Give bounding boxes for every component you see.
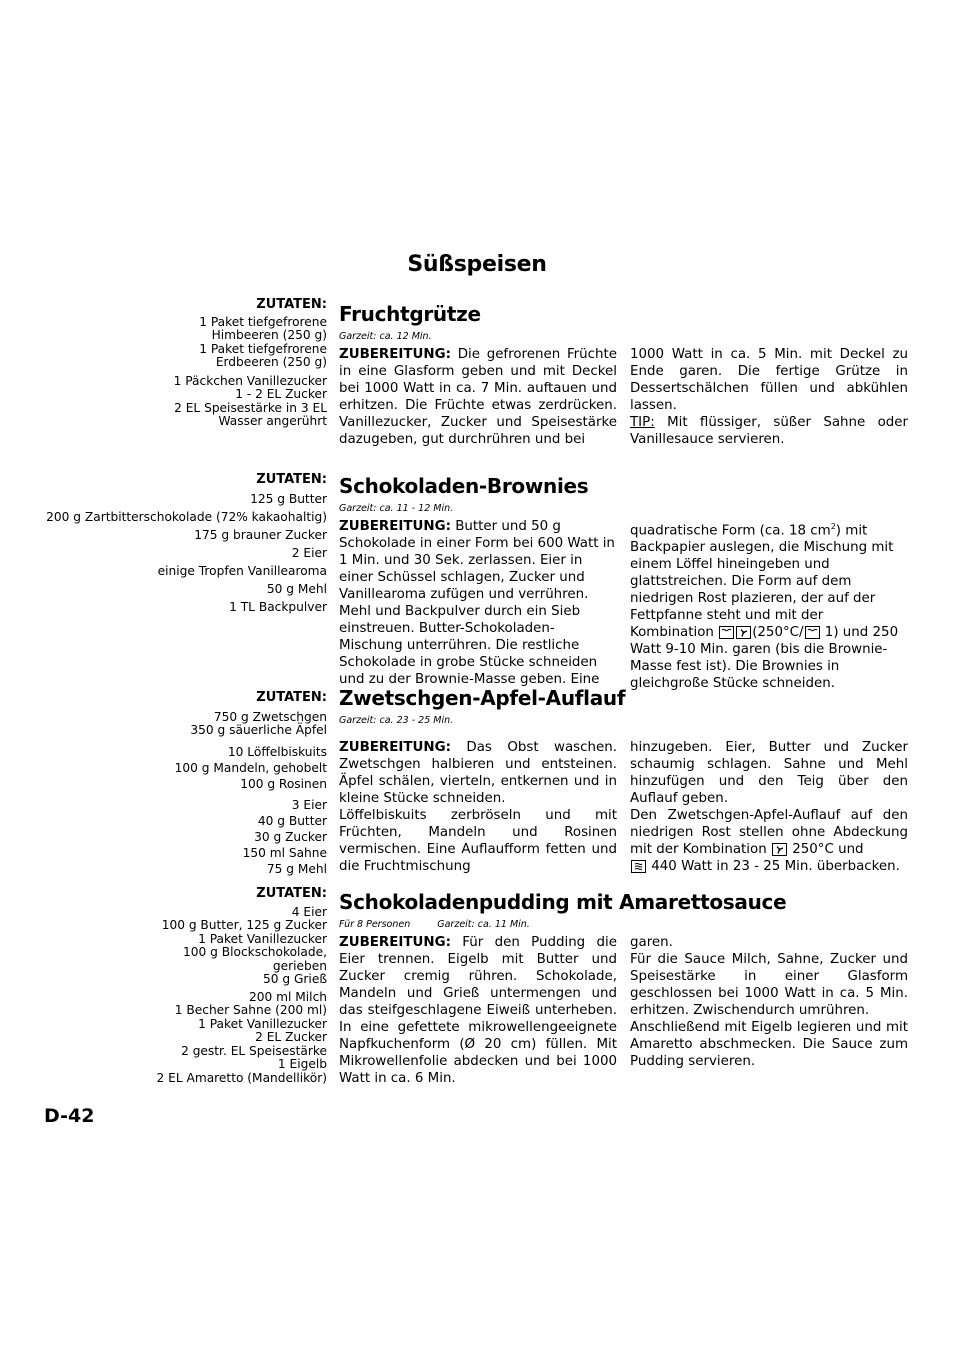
preparation-text: Anschließend mit Eigelb legieren und mit Amaretto abschmecken. Die Sauce zum Pudding servieren. bbox=[630, 1020, 908, 1069]
ingredient-item: 2 EL Speisestärke in 3 EL bbox=[174, 400, 327, 415]
recipe-text-right bbox=[630, 518, 908, 692]
ingredient-item: 100 g Blockschokolade, bbox=[183, 945, 327, 959]
preparation-label: ZUBEREITUNG: bbox=[339, 740, 451, 755]
ingredient-item: Erdbeeren (250 g) bbox=[215, 355, 327, 369]
ingredient-item: 200 ml Milch bbox=[249, 989, 327, 1004]
ingredient-item: 1 Paket Vanillezucker bbox=[198, 931, 327, 946]
preparation-text: 1000 Watt in ca. 5 Min. mit Deckel zu Ende garen. Die fertige Grütze in Dessertschälchen füllen und abkühlen lassen. bbox=[630, 347, 908, 413]
ingredient-item: 125 g Butter bbox=[250, 492, 327, 506]
grill-icon bbox=[805, 626, 820, 639]
ingredients-label: ZUTATEN: bbox=[256, 297, 327, 312]
recipe-cooking-time: Garzeit: ca. 12 Min. bbox=[339, 331, 432, 342]
ingredients-label: ZUTATEN: bbox=[256, 690, 327, 705]
ingredients-fruchtgruetze bbox=[40, 298, 327, 429]
ingredient-item: 2 Eier bbox=[291, 546, 327, 560]
recipe-title-fruchtgruetze: Fruchtgrütze bbox=[339, 302, 481, 326]
ingredient-item: Himbeeren (250 g) bbox=[211, 328, 327, 342]
ingredient-item: 1 Eigelb bbox=[277, 1057, 327, 1071]
recipe-text-left bbox=[339, 934, 617, 1087]
preparation-label: ZUBEREITUNG: bbox=[339, 347, 451, 362]
preparation-text: Butter und 50 g Schokolade in einer Form bei 600 Watt in 1 Min. und 30 Sek. zerlassen. Eier in einer Schüssel schlagen, Zucker und Vanillearoma zufügen und verrühren. Mehl und Backpulver durch ein Sieb einstreuen. Butter-Schokoladen-Mischung unterrühren. Die restliche Schokolade in grobe Stücke schneiden und zu der Brownie-Masse geben. Eine bbox=[339, 519, 615, 687]
ingredient-item: 3 Eier bbox=[291, 797, 327, 812]
preparation-text: 1) und 250 Watt 9-10 Min. garen (bis die Brownie-Masse fest ist). Die Brownies in gleichgroße Stücke schneiden. bbox=[630, 625, 899, 692]
page-number: D-42 bbox=[44, 1105, 95, 1127]
recipe-text-right bbox=[630, 346, 908, 448]
preparation-text: Löffelbiskuits zerbröseln und mit Früchten, Mandeln und Rosinen vermischen. Eine Auflaufform fetten und die Fruchtmischung bbox=[339, 808, 617, 874]
ingredient-item: 200 g Zartbitterschokolade (72% kakaohaltig) bbox=[46, 510, 327, 524]
ingredient-item: 175 g brauner Zucker bbox=[194, 528, 327, 542]
tip-text: Mit flüssiger, süßer Sahne oder Vanillesauce servieren. bbox=[630, 415, 909, 447]
recipe-cooking-time: Garzeit: ca. 11 Min. bbox=[437, 919, 530, 930]
ingredient-item: 1 Paket tiefgefrorene bbox=[199, 314, 327, 329]
ingredient-item: 10 Löffelbiskuits bbox=[227, 744, 327, 759]
preparation-text: Für den Pudding die Eier trennen. Eigelb mit Butter und Zucker cremig rühren. Schokolade, Mandeln und Grieß untermengen und das steifgeschlagene Eiweiß unterheben. In eine gefettete mikrowellengeeignete Napfkuchenform (Ø 20 cm) füllen. Mit Mikrowellenfolie abdecken und bei 1000 Watt in ca. 6 Min. bbox=[339, 935, 617, 1086]
grill-icon bbox=[719, 626, 734, 639]
recipe-text-left bbox=[339, 739, 617, 875]
ingredient-item: gerieben bbox=[272, 958, 327, 973]
ingredients-label: ZUTATEN: bbox=[256, 886, 327, 901]
recipe-title-pudding: Schokoladenpudding mit Amarettosauce bbox=[339, 890, 787, 914]
preparation-text: Die gefrorenen Früchte in eine Glasform geben und mit Deckel bei 1000 Watt in ca. 7 Min. auftauen und erhitzen. Die Früchte etwas zerdrücken. Vanillezucker, Zucker und Speisestärke dazugeben, gut durchrühren und bei bbox=[339, 347, 618, 447]
ingredient-item: 100 g Butter, 125 g Zucker bbox=[161, 918, 327, 932]
page-title: Süßspeisen bbox=[407, 252, 547, 277]
preparation-text: ) mit Backpapier auslegen, die Mischung mit einem Löffel hineingeben und glattstreichen. Die Form auf dem niedrigen Rost plazieren, der auf der Fettpfanne steht und mit der Kombination bbox=[630, 523, 894, 641]
recipe-servings bbox=[339, 919, 530, 930]
tip-label: TIP: bbox=[630, 415, 655, 430]
preparation-label: ZUBEREITUNG: bbox=[339, 519, 451, 534]
convection-fan-icon bbox=[772, 843, 787, 856]
recipe-servings-text: Für 8 Personen bbox=[339, 919, 411, 930]
preparation-text: 250°C und bbox=[792, 842, 864, 857]
recipe-title-brownies: Schokoladen-Brownies bbox=[339, 474, 589, 498]
ingredient-item: 1 - 2 EL Zucker bbox=[235, 387, 327, 401]
recipe-title-auflauf: Zwetschgen-Apfel-Auflauf bbox=[339, 686, 626, 710]
ingredient-item: 1 Becher Sahne (200 ml) bbox=[174, 1003, 327, 1017]
ingredient-item: 1 TL Backpulver bbox=[229, 600, 327, 614]
recipe-text-right bbox=[630, 739, 908, 875]
ingredient-item: 1 Paket tiefgefrorene bbox=[199, 341, 327, 356]
ingredient-item: 100 g Rosinen bbox=[240, 776, 327, 791]
ingredient-item: 50 g Grieß bbox=[262, 972, 327, 986]
ingredient-item: 2 EL Zucker bbox=[255, 1030, 327, 1044]
ingredient-item: 350 g säuerliche Äpfel bbox=[190, 723, 327, 737]
ingredient-item: 40 g Butter bbox=[257, 813, 327, 828]
ingredient-item: 4 Eier bbox=[291, 904, 327, 919]
recipe-text-left bbox=[339, 346, 617, 448]
ingredients-auflauf bbox=[40, 691, 327, 877]
ingredients-pudding bbox=[40, 887, 327, 1085]
ingredient-item: 1 Paket Vanillezucker bbox=[198, 1016, 327, 1031]
recipe-cooking-time: Garzeit: ca. 23 - 25 Min. bbox=[339, 715, 454, 726]
ingredients-brownies bbox=[40, 471, 327, 616]
ingredient-item: 2 EL Amaretto (Mandellikör) bbox=[156, 1070, 327, 1085]
preparation-text: Den Zwetschgen-Apfel-Auflauf auf den niedrigen Rost stellen ohne Abdeckung mit der Kombination bbox=[630, 808, 908, 857]
ingredient-item: 100 g Mandeln, gehobelt bbox=[174, 760, 327, 775]
preparation-text: 440 Watt in 23 - 25 Min. überbacken. bbox=[651, 859, 900, 874]
preparation-label: ZUBEREITUNG: bbox=[339, 935, 451, 950]
ingredient-item: 75 g Mehl bbox=[266, 861, 327, 876]
ingredient-item: 2 gestr. EL Speisestärke bbox=[181, 1043, 327, 1058]
preparation-text: Für die Sauce Milch, Sahne, Zucker und Speisestärke in einer Glasform geschlossen bei 1000 Watt in ca. 5 Min. erhitzen. Zwischendurch umrühren. bbox=[630, 952, 908, 1018]
preparation-text: Das Obst waschen. Zwetschgen halbieren und entsteinen. Äpfel schälen, vierteln, entkernen und in kleine Stücke schneiden. bbox=[339, 740, 617, 806]
ingredient-item: einige Tropfen Vanillearoma bbox=[157, 564, 327, 578]
ingredient-item: Wasser angerührt bbox=[218, 414, 327, 428]
recipe-text-right bbox=[630, 934, 908, 1070]
ingredients-label: ZUTATEN: bbox=[256, 472, 327, 487]
recipe-text-left bbox=[339, 518, 617, 688]
ingredient-item: 50 g Mehl bbox=[266, 582, 327, 596]
preparation-text: garen. bbox=[630, 935, 673, 950]
convection-fan-icon bbox=[736, 626, 751, 639]
recipe-cooking-time: Garzeit: ca. 11 - 12 Min. bbox=[339, 503, 454, 514]
superscript: 2 bbox=[830, 522, 836, 531]
ingredient-item: 150 ml Sahne bbox=[242, 845, 327, 860]
microwave-icon bbox=[631, 860, 646, 873]
ingredient-item: 750 g Zwetschgen bbox=[213, 709, 327, 724]
preparation-text: quadratische Form (ca. 18 cm bbox=[630, 523, 831, 539]
ingredient-item: 30 g Zucker bbox=[254, 829, 327, 844]
preparation-text: (250°C/ bbox=[752, 625, 804, 641]
ingredient-item: 1 Päckchen Vanillezucker bbox=[173, 373, 327, 388]
preparation-text: hinzugeben. Eier, Butter und Zucker schaumig schlagen. Sahne und Mehl hinzufügen und den Teig über den Auflauf geben. bbox=[630, 740, 908, 806]
